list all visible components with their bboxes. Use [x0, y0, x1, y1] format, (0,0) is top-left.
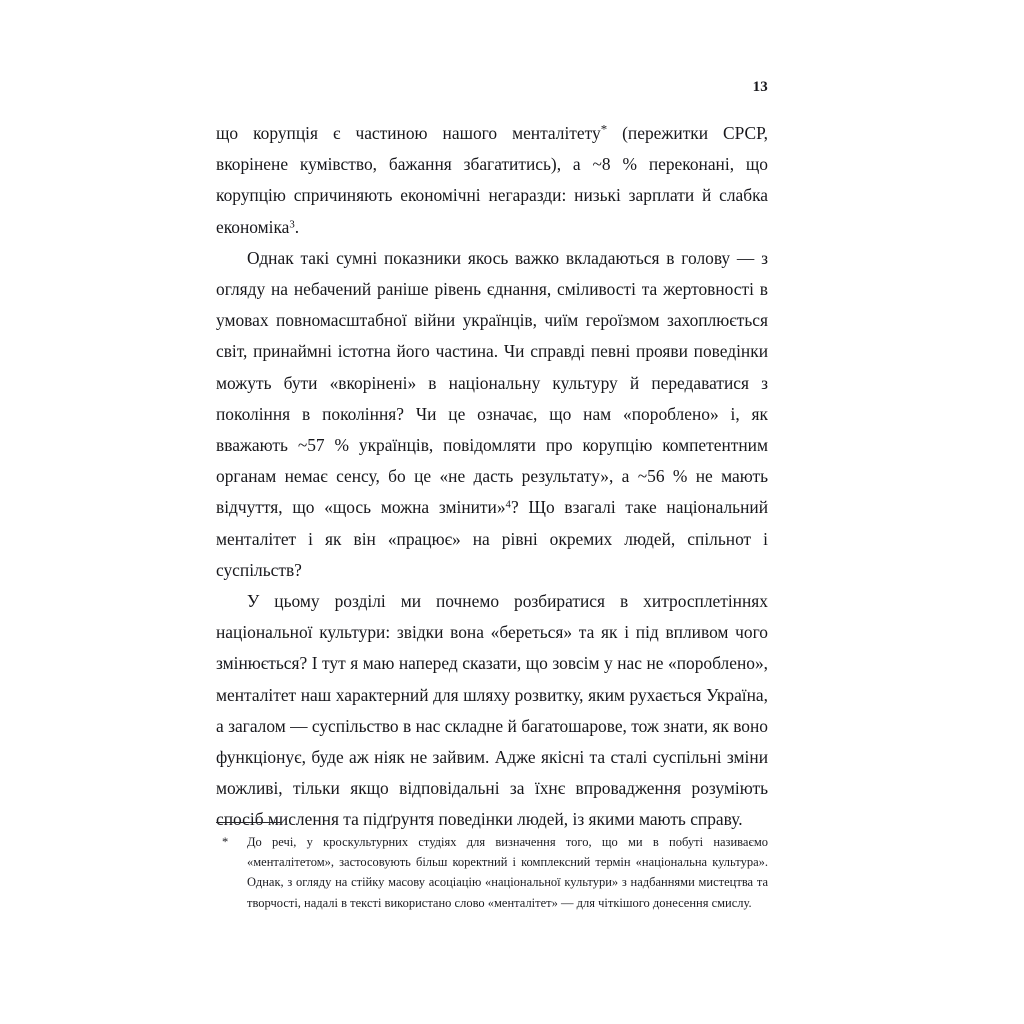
- footnote-separator-rule: [216, 822, 282, 823]
- paragraph-3: У цьому розділі ми почнемо розбиратися в хитросплетіннях національної культури: звідки вона «береться» та як і під впливом чого змінюється? І тут я маю наперед сказати, що зовсім у нас не «пороблено», менталітет наш характерний для шляху розвитку, яким рухається Україна, а загалом — суспільство в нас складне й багатошарове, тож знати, як воно функціонує, буде аж ніяк не зайвим. Адже якісні та сталі суспільні зміни можливі, тільки якщо відповідальні за їхнє впровадження розуміють спосіб мислення та підґрунтя поведінки людей, із якими мають справу.: [216, 591, 768, 830]
- footnote-marker-asterisk: *: [222, 835, 229, 849]
- paragraph-1-text-a: що корупція є частиною нашого менталітету: [216, 123, 601, 143]
- paragraph-1-text-c: .: [294, 216, 300, 237]
- footnote-item: [216, 832, 768, 913]
- footnote-ref-4: 4: [505, 498, 511, 511]
- paragraph-2: [216, 243, 768, 586]
- footnote-text: До речі, у кроскультурних студіях для визначення того, що ми в побуті називаємо «менталітетом», застосовують більш коректний і комплексний термін «національна культура». Однак, з огляду на стійку масову асоціацію «національної культури» з надбаннями мистецтва та творчості, надалі в тексті використано слово «менталітет» — для чіткішого донесення смислу.: [247, 835, 768, 910]
- paragraph-2-text-a: Однак такі сумні показники якось важко вкладаються в голову — з огляду на небачений раніше рівень єднання, сміливості та жертовності в умовах повномасштабної війни українців, чиїм героїзмом захоплюється світ, принаймні істотна його частина. Чи справді певні прояви поведінки можуть бути «вкорінені» в національну культуру й передаватися з покоління в покоління? Чи це означає, що нам «пороблено» і, як вважають ~57 % українців, повідомляти про корупцію компетентним органам немає сенсу, бо це «не дасть результату», а ~56 % не мають відчуття, що «щось можна змінити»: [216, 247, 768, 518]
- body-text-block: [216, 118, 768, 836]
- paragraph-1: [216, 118, 768, 243]
- footnote-ref-3: 3: [289, 218, 295, 230]
- paragraph-1-text-b: (пережитки СРСР, вкорінене кумівство, бажання збагатитись), а ~8 % переконані, що корупцію спричиняють економічні негаразди: низькі зарплати й слабка економіка: [216, 123, 768, 237]
- folio-row: [216, 78, 768, 96]
- paragraph-2-text-b: ? Що взагалі таке національний менталітет і як він «працює» на рівні окремих людей, спільнот і суспільств?: [216, 497, 768, 580]
- footnote-zone: [216, 822, 768, 913]
- footnote-ref-asterisk: *: [600, 122, 608, 137]
- page-number: 13: [752, 79, 768, 95]
